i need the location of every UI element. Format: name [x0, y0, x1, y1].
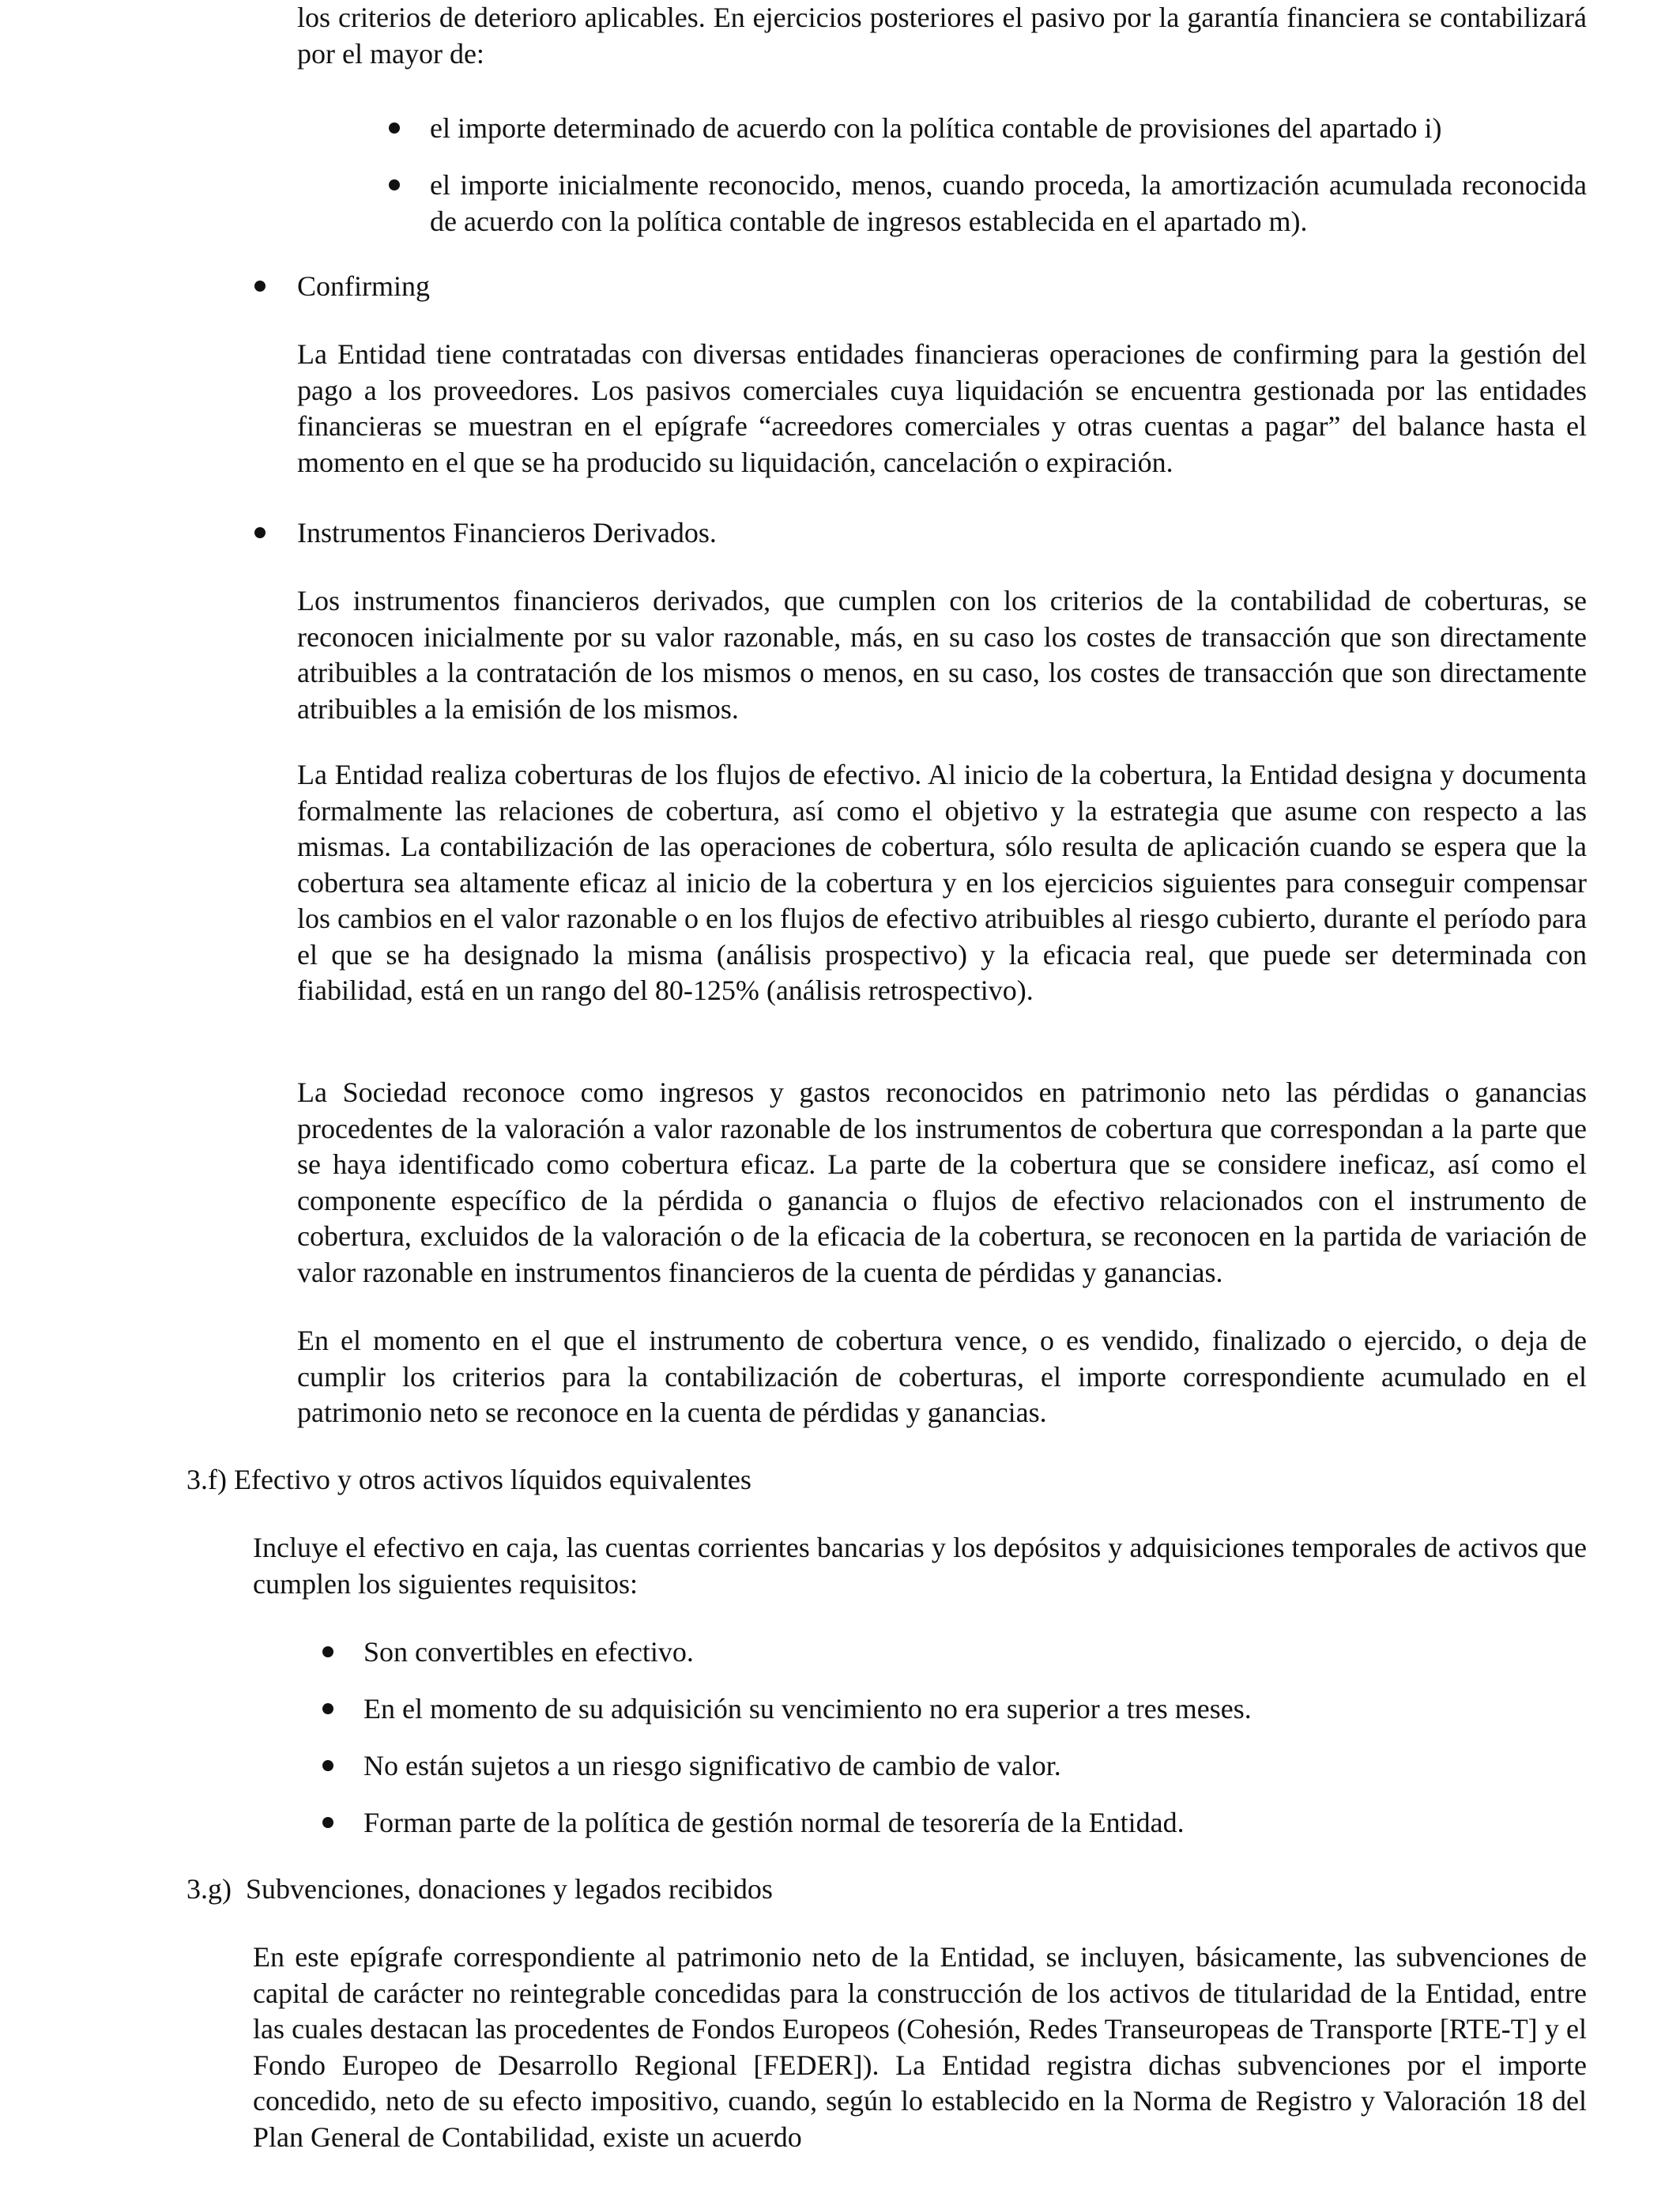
bullet-icon [322, 1703, 333, 1714]
derivados-paragraph: La Entidad realiza coberturas de los flujos de efectivo. Al inicio de la cobertura, la Entidad designa y documenta formalmente las relaciones de cobertura, así como el objetivo y la estrategia que asume con respecto a las mismas. La contabilización de las operaciones de cobertura, sólo resulta de aplicación cuando se espera que la cobertura sea altamente eficaz al inicio de la cobertura y en los ejercicios siguientes para conseguir compensar los cambios en el valor razonable o en los flujos de efectivo atribuibles al riesgo cubierto, durante el período para el que se ha designado la misma (análisis prospectivo) y la eficacia real, que puede ser determinada con fiabilidad, está en un rango del 80-125% (análisis retrospectivo). [297, 759, 1587, 1006]
bullet-icon [322, 1760, 333, 1771]
list-item-text: Forman parte de la política de gestión normal de tesorería de la Entidad. [363, 1807, 1185, 1838]
section-f-paragraph: Incluye el efectivo en caja, las cuentas corrientes bancarias y los depósitos y adquisiciones temporales de activos que cumplen los siguientes requisitos: [253, 1532, 1587, 1600]
bullet-icon [322, 1817, 333, 1828]
intro-paragraph: los criterios de deterioro aplicables. En ejercicios posteriores el pasivo por la garantía financiera se contabilizará por el mayor de: [297, 2, 1587, 70]
confirming-paragraph: La Entidad tiene contratadas con diversas entidades financieras operaciones de confirming para la gestión del pago a los proveedores. Los pasivos comerciales cuya liquidación se encuentra gestionada por las entidades financieras se muestran en el epígrafe “acreedores comerciales y otras cuentas a pagar” del balance hasta el momento en el que se ha producido su liquidación, cancelación o expiración. [297, 338, 1587, 478]
section-g-paragraph: En este epígrafe correspondiente al patrimonio neto de la Entidad, se incluyen, básicamente, las subvenciones de capital de carácter no reintegrable concedidas para la construcción de los activos de titularidad de la Entidad, entre las cuales destacan las procedentes de Fondos Europeos (Cohesión, Redes Transeuropeas de Transporte [RTE-T] y el Fondo Europeo de Desarrollo Regional [FEDER]). La Entidad registra dichas subvenciones por el importe concedido, neto de su efecto impositivo, cuando, según lo establecido en la Norma de Registro y Valoración 18 del Plan General de Contabilidad, existe un acuerdo [253, 1941, 1587, 2153]
bullet-icon [322, 1646, 333, 1657]
bullet-icon [389, 179, 400, 190]
list-item-text: En el momento de su adquisición su vencimiento no era superior a tres meses. [363, 1693, 1252, 1725]
bullet-icon [389, 123, 400, 134]
list-item-text: No están sujetos a un riesgo significativo de cambio de valor. [363, 1750, 1061, 1781]
derivados-paragraph: En el momento en el que el instrumento de cobertura vence, o es vendido, finalizado o ejercido, o deja de cumplir los criterios para la contabilización de coberturas, el importe correspondiente acumulado en el patrimonio neto se reconoce en la cuenta de pérdidas y ganancias. [297, 1325, 1587, 1428]
section-heading-3g: 3.g) Subvenciones, donaciones y legados recibidos [186, 1873, 773, 1905]
list-item-text: el importe determinado de acuerdo con la política contable de provisiones del apartado i) [430, 112, 1442, 144]
section-heading-3f: 3.f) Efectivo y otros activos líquidos equivalentes [186, 1464, 751, 1495]
derivados-paragraph: Los instrumentos financieros derivados, que cumplen con los criterios de la contabilidad de coberturas, se reconocen inicialmente por su valor razonable, más, en su caso los costes de transacción que son directamente atribuibles a la contratación de los mismos o menos, en su caso, los costes de transacción que son directamente atribuibles a la emisión de los mismos. [297, 585, 1587, 725]
confirming-title: Confirming [297, 270, 430, 302]
derivados-paragraph: La Sociedad reconoce como ingresos y gastos reconocidos en patrimonio neto las pérdidas o ganancias procedentes de la valoración a valor razonable de los instrumentos de cobertura que correspondan a la parte que se haya identificado como cobertura eficaz. La parte de la cobertura que se considere ineficaz, así como el componente específico de la pérdida o ganancia o flujos de efectivo relacionados con el instrumento de cobertura, excluidos de la valoración o de la eficacia de la cobertura, se reconocen en la partida de variación de valor razonable en instrumentos financieros de la cuenta de pérdidas y ganancias. [297, 1076, 1587, 1288]
bullet-icon [254, 281, 266, 292]
list-item-text: el importe inicialmente reconocido, menos, cuando proceda, la amortización acumulada reconocida de acuerdo con la política contable de ingresos establecida en el apartado m). [430, 169, 1587, 237]
list-item-text: Son convertibles en efectivo. [363, 1636, 694, 1668]
bullet-icon [254, 527, 266, 538]
derivados-title: Instrumentos Financieros Derivados. [297, 517, 717, 548]
